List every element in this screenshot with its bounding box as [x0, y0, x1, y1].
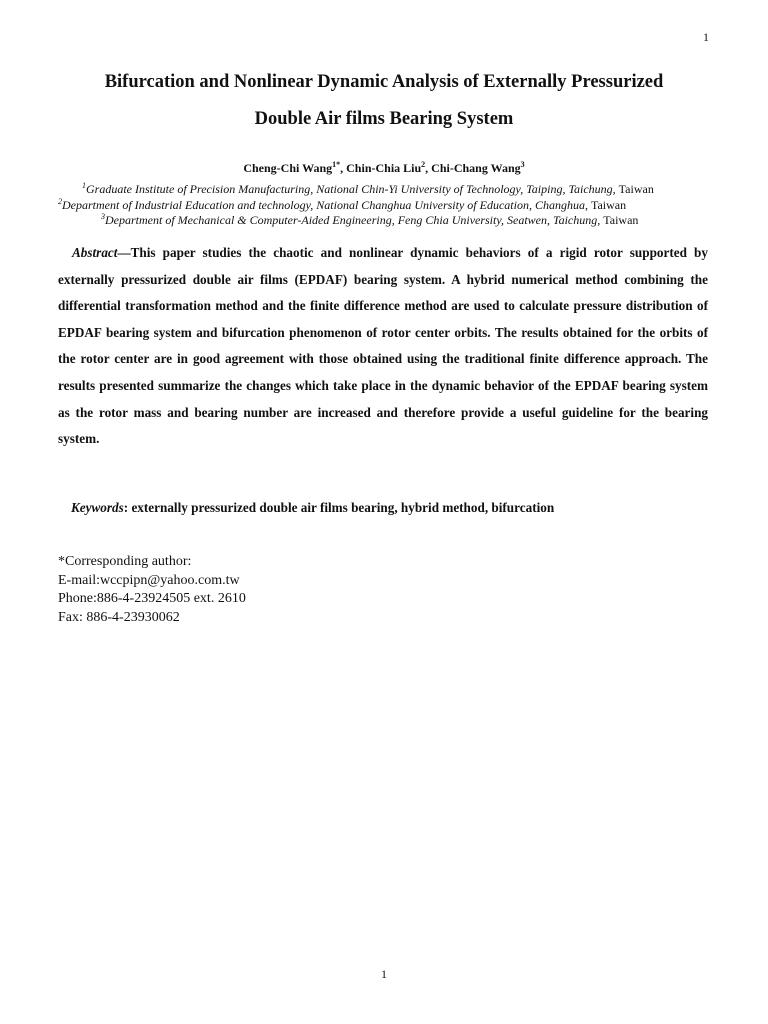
author-superscript: 2 [421, 160, 426, 169]
affiliation-text: Department of Mechanical & Computer-Aided Engineering, Feng Chia University, Seatwen, Taichung, [105, 213, 604, 227]
affiliation-3 [101, 212, 638, 228]
corresponding-author-label: *Corresponding author: [58, 554, 192, 569]
author-separator: , [425, 161, 432, 175]
keywords [71, 500, 711, 516]
affiliation-superscript: 2 [58, 197, 62, 206]
author-name: Chin-Chia Liu [346, 161, 422, 175]
keywords-label: Keywords [71, 500, 124, 515]
affiliation-text: Graduate Institute of Precision Manufacturing, National Chin-Yi University of Technology, Taiping, Taichung, [86, 182, 619, 196]
abstract-text: This paper studies the chaotic and nonlinear dynamic behaviors of a rigid rotor supported by externally pressurized double air films (EPDAF) bearing system. A hybrid numerical method combining the differential transformation method and the finite difference method are used to calculate pressure distribution of EPDAF bearing system and bifurcation phenomenon of rotor center orbits. The results obtained for the orbits of the rotor center are in good agreement with those obtained using the traditional finite difference approach. The results presented summarize the changes which take place in the dynamic behavior of the EPDAF bearing system as the rotor mass and bearing number are increased and therefore provide a useful guideline for the bearing system. [58, 245, 708, 447]
contact-fax: Fax: 886-4-23930062 [58, 609, 180, 625]
affiliation-text: Department of Industrial Education and technology, National Changhua University of Education, Changhua, [62, 198, 591, 212]
abstract-dash: — [117, 245, 131, 260]
affiliation-1 [82, 181, 654, 197]
title-line-2: Double Air films Bearing System [254, 109, 514, 129]
paper-title [50, 64, 718, 138]
abstract-label: Abstract [72, 245, 118, 260]
abstract [58, 240, 708, 453]
affiliation-superscript: 3 [101, 212, 105, 221]
affiliation-2 [58, 197, 626, 213]
keywords-text: : externally pressurized double air films bearing, hybrid method, bifurcation [123, 500, 555, 515]
affiliation-superscript: 1 [82, 181, 86, 190]
author-superscript: 1* [332, 160, 341, 169]
author-name: Cheng-Chi Wang [243, 161, 333, 175]
author-name: Chi-Chang Wang [431, 161, 521, 175]
author-separator: , [340, 161, 347, 175]
page-number-bottom: 1 [381, 967, 387, 981]
page-number-top: 1 [703, 30, 709, 44]
contact-phone: Phone:886-4-23924505 ext. 2610 [58, 591, 246, 606]
affiliation-country: Taiwan [618, 182, 654, 196]
affiliation-country: Taiwan [590, 198, 627, 212]
title-line-1: Bifurcation and Nonlinear Dynamic Analysis of Externally Pressurized [104, 72, 664, 92]
author-superscript: 3 [520, 160, 525, 169]
contact-email: E-mail:wccpipn@yahoo.com.tw [58, 572, 240, 588]
contact-block [58, 553, 246, 627]
author-list [0, 160, 768, 176]
affiliation-country: Taiwan [603, 213, 639, 227]
